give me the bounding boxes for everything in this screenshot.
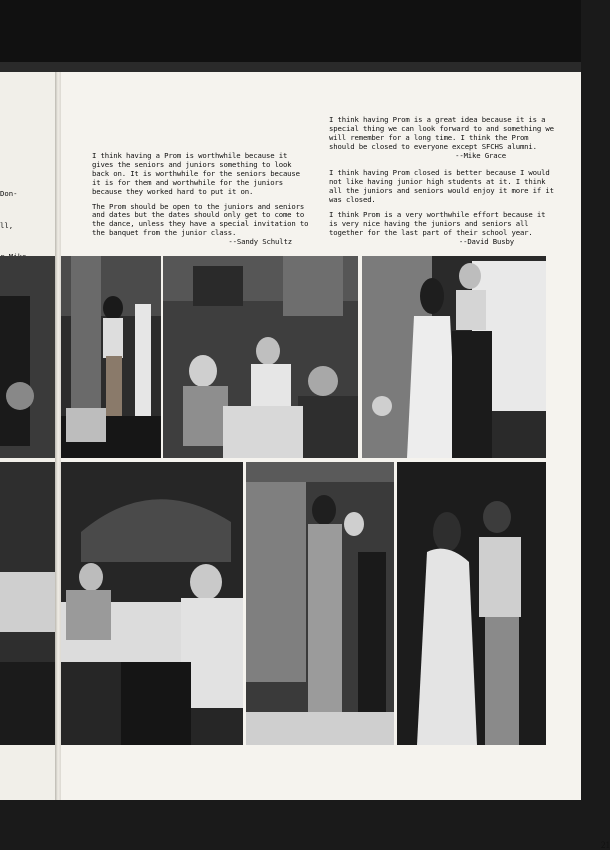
quote-author: --David Busby: [458, 236, 514, 246]
photo-banquet-crowd: [163, 256, 358, 458]
quote-text: I think having Prom is a great idea because it is a special thing we can look forward to and something we will remember for a long time. I think the Prom should be closed to everyone except SFCHS alumni.: [329, 115, 554, 151]
quote-text: I think having a Prom is worthwhile because it gives the seniors and juniors something to look back on. It is worthwhile for the seniors because it is for them and worthwhile for the juniors because they worked hard to put it on.: [92, 151, 300, 196]
quote-mike-grace: [329, 116, 554, 161]
photo-dancing-couple: [397, 462, 546, 745]
photo-stage-flowers: [246, 462, 394, 745]
left-page-photo-band: [0, 256, 55, 458]
quote-author: --Sandy Schultz: [228, 237, 292, 247]
page-number: 21: [601, 840, 610, 850]
book-top-shadow: [0, 0, 581, 72]
quote-text: The Prom should be open to the juniors and seniors and dates but the dates should only get to come to the dance, unless they have a special invitation to the banquet from the junior class.: [92, 201, 309, 238]
yearbook-page: [61, 72, 610, 850]
quote-prom-closed: [329, 169, 554, 211]
left-page-edge: [0, 72, 55, 800]
quote-text: I think having Prom closed is better because I would not like having junior high students at it. I think all the juniors and seniors would enjoy it more if it was closed.: [329, 168, 554, 204]
quote-author: --Mike Grace: [455, 150, 506, 160]
photo-couple-podium: [362, 256, 546, 458]
quote-david-busby: [329, 211, 554, 247]
quote-sandy-schultz: [92, 152, 312, 247]
photo-banquet-tables: [61, 462, 243, 745]
left-page-text-fragments: Don- ll,: [0, 189, 18, 230]
quote-text: I think Prom is a very worthwhile effort because it is very nice having the juniors and seniors all together for the last part of their school year.: [329, 210, 546, 237]
photo-band-stage: [61, 256, 161, 458]
left-page-photo-band-lower: [0, 462, 55, 745]
